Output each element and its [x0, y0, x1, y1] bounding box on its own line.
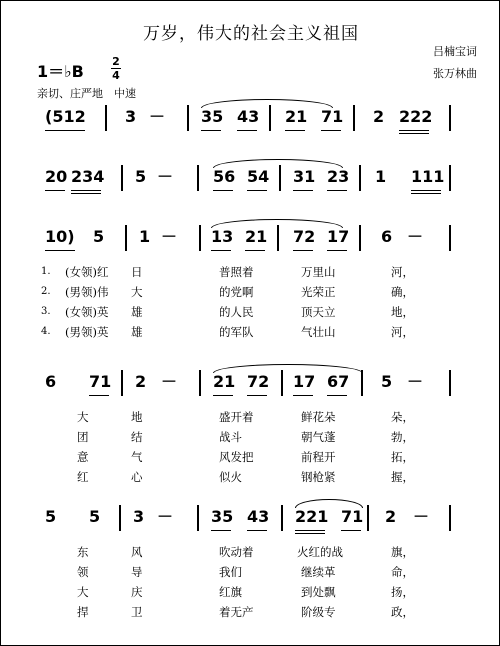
barline	[281, 505, 283, 531]
barline	[277, 225, 279, 251]
beam-line	[411, 190, 441, 191]
beam-line	[71, 190, 101, 191]
barline	[187, 105, 189, 131]
key-signature: 1＝♭B	[37, 62, 84, 81]
note-group: 17	[327, 227, 350, 246]
note-group: 43	[247, 507, 270, 526]
barline	[449, 370, 451, 396]
composer-credit: 张万林曲	[433, 67, 477, 80]
slur-mark	[295, 499, 363, 508]
lyric-text: 盛开着	[219, 410, 254, 424]
slur-mark	[213, 159, 343, 168]
note-group: 72	[293, 227, 316, 246]
lyricist-credit: 吕楠宝词	[433, 45, 477, 58]
note-group: 2	[385, 507, 397, 526]
barline	[449, 105, 451, 131]
note-group: －	[161, 227, 178, 246]
lyric-text: 政，	[391, 605, 414, 619]
note-group: 13	[211, 227, 234, 246]
beam-line	[293, 190, 313, 191]
note-group: 20	[45, 167, 68, 186]
lyric-text: 继续革	[301, 565, 336, 579]
note-group: 111	[411, 167, 445, 186]
note-group: 35	[201, 107, 224, 126]
barline	[359, 165, 361, 191]
lyric-text: (女领)红	[65, 265, 109, 279]
lyric-text: 握，	[391, 470, 414, 484]
note-group: －	[407, 227, 424, 246]
barline	[121, 370, 123, 396]
verse-number: 2.	[41, 286, 51, 297]
lyric-text: 领	[77, 565, 89, 579]
beam-line	[293, 395, 313, 396]
note-group: 21	[245, 227, 268, 246]
note-group: 5	[45, 507, 57, 526]
lyric-text: 顶天立	[301, 305, 336, 319]
meter-bottom: 4	[112, 69, 120, 82]
lyric-text: 风	[131, 545, 143, 559]
staff-line	[1, 161, 500, 201]
staff-line	[1, 501, 500, 541]
barline	[197, 165, 199, 191]
note-group: 1	[375, 167, 387, 186]
beam-line	[45, 190, 65, 191]
lyric-text: 光荣正	[301, 285, 336, 299]
note-group: 31	[293, 167, 316, 186]
lyric-text: 导	[131, 565, 143, 579]
barline	[269, 105, 271, 131]
lyric-text: 朝气蓬	[301, 430, 336, 444]
beam-line	[327, 250, 347, 251]
note-group: 222	[399, 107, 433, 126]
note-group: 3	[133, 507, 145, 526]
lyric-text: 我们	[219, 565, 242, 579]
lyric-text: 地	[131, 410, 143, 424]
barline	[449, 225, 451, 251]
barline	[353, 105, 355, 131]
note-group: 5	[89, 507, 101, 526]
note-group: －	[157, 507, 174, 526]
lyric-text: 旗，	[391, 545, 414, 559]
time-signature	[111, 56, 121, 81]
barline	[199, 225, 201, 251]
barline	[449, 505, 451, 531]
lyric-text: 心	[131, 470, 143, 484]
lyric-text: 确，	[391, 285, 414, 299]
lyric-text: 东	[77, 545, 89, 559]
slur-mark	[201, 99, 333, 108]
note-group: 5	[93, 227, 105, 246]
beam-line	[247, 190, 267, 191]
beam-line	[341, 530, 361, 531]
lyric-text: 结	[131, 430, 143, 444]
verse-number: 3.	[41, 306, 51, 317]
lyric-text: 火红的战	[297, 545, 343, 559]
note-group: 56	[213, 167, 236, 186]
lyric-text: 战斗	[219, 430, 242, 444]
verse-number: 1.	[41, 266, 51, 277]
beam-line	[211, 530, 231, 531]
barline	[197, 505, 199, 531]
beam-line	[399, 130, 429, 131]
lyric-text: 到处飘	[301, 585, 336, 599]
lyric-text: 团	[77, 430, 89, 444]
lyric-text: 红旗	[219, 585, 242, 599]
lyric-text: (男领)英	[65, 325, 109, 339]
barline	[359, 225, 361, 251]
lyric-text: 气壮山	[301, 325, 336, 339]
barline	[449, 165, 451, 191]
note-group: 1	[139, 227, 151, 246]
lyric-text: 意	[77, 450, 89, 464]
barline	[199, 370, 201, 396]
beam-line	[89, 395, 109, 396]
note-group: 23	[327, 167, 350, 186]
note-group: 21	[285, 107, 308, 126]
note-group: 72	[247, 372, 270, 391]
lyric-text: 前程开	[301, 450, 336, 464]
note-group: －	[157, 167, 174, 186]
lyric-text: 日	[131, 265, 143, 279]
note-group: 234	[71, 167, 105, 186]
lyric-text: 万里山	[301, 265, 336, 279]
note-group: (512	[45, 107, 86, 126]
note-group: 54	[247, 167, 270, 186]
beam-line	[213, 190, 233, 191]
lyric-text: (女领)英	[65, 305, 109, 319]
staff-line	[1, 221, 500, 261]
beam-line	[247, 530, 267, 531]
note-group: 221	[295, 507, 329, 526]
lyric-text: 似火	[219, 470, 242, 484]
note-group: 67	[327, 372, 350, 391]
staff-line	[1, 366, 500, 406]
beam-line	[411, 193, 441, 194]
beam-line	[45, 250, 75, 251]
barline	[367, 505, 369, 531]
beam-line	[293, 250, 313, 251]
lyric-text: 大	[77, 585, 89, 599]
tempo-marking: 亲切、庄严地 中速	[37, 87, 136, 100]
beam-line	[71, 193, 101, 194]
lyric-text: (男领)伟	[65, 285, 109, 299]
note-group: 71	[341, 507, 364, 526]
note-group: －	[149, 107, 166, 126]
lyric-text: 雄	[131, 325, 143, 339]
note-group: 6	[45, 372, 57, 391]
lyric-text: 阶级专	[301, 605, 336, 619]
note-group: 71	[89, 372, 112, 391]
lyric-text: 吹动着	[219, 545, 254, 559]
lyric-text: 河，	[391, 325, 414, 339]
lyric-text: 的军队	[219, 325, 254, 339]
meter-top: 2	[112, 55, 120, 68]
lyric-text: 大	[131, 285, 143, 299]
song-title: 万岁，伟大的社会主义祖国	[143, 24, 359, 44]
note-group: 5	[381, 372, 393, 391]
note-group: 71	[321, 107, 344, 126]
beam-line	[285, 130, 305, 131]
beam-line	[213, 395, 233, 396]
barline	[119, 505, 121, 531]
lyric-text: 命，	[391, 565, 414, 579]
note-group: 21	[213, 372, 236, 391]
lyric-text: 红	[77, 470, 89, 484]
lyric-text: 钢枪紧	[301, 470, 336, 484]
note-group: 3	[125, 107, 137, 126]
note-group: 5	[135, 167, 147, 186]
barline	[279, 165, 281, 191]
lyric-text: 朵，	[391, 410, 414, 424]
lyric-text: 着无产	[219, 605, 254, 619]
lyric-text: 风发把	[219, 450, 254, 464]
staff-line	[1, 101, 500, 141]
note-group: －	[413, 507, 430, 526]
beam-line	[245, 250, 265, 251]
note-group: －	[161, 372, 178, 391]
beam-line	[399, 133, 429, 134]
note-group: 6	[381, 227, 393, 246]
lyric-text: 河，	[391, 265, 414, 279]
beam-line	[45, 130, 85, 131]
barline	[105, 105, 107, 131]
barline	[125, 225, 127, 251]
beam-line	[321, 130, 341, 131]
beam-line	[237, 130, 257, 131]
lyric-text: 卫	[131, 605, 143, 619]
barline	[281, 370, 283, 396]
lyric-text: 雄	[131, 305, 143, 319]
beam-line	[201, 130, 221, 131]
beam-line	[295, 530, 325, 531]
note-group: －	[407, 372, 424, 391]
lyric-text: 地，	[391, 305, 414, 319]
lyric-text: 大	[77, 410, 89, 424]
lyric-text: 普照着	[219, 265, 254, 279]
lyric-text: 的人民	[219, 305, 254, 319]
barline	[361, 370, 363, 396]
note-group: 2	[373, 107, 385, 126]
beam-line	[211, 250, 231, 251]
slur-mark	[211, 219, 343, 228]
lyric-text: 勃，	[391, 430, 414, 444]
lyric-text: 扬，	[391, 585, 414, 599]
lyric-text: 拓，	[391, 450, 414, 464]
note-group: 35	[211, 507, 234, 526]
beam-line	[327, 395, 347, 396]
lyric-text: 捍	[77, 605, 89, 619]
beam-line	[327, 190, 347, 191]
verse-number: 4.	[41, 326, 51, 337]
barline	[121, 165, 123, 191]
note-group: 17	[293, 372, 316, 391]
note-group: 2	[135, 372, 147, 391]
note-group: 43	[237, 107, 260, 126]
lyric-text: 鲜花朵	[301, 410, 336, 424]
note-group: 10)	[45, 227, 75, 246]
lyric-text: 的党啊	[219, 285, 254, 299]
beam-line	[247, 395, 267, 396]
beam-line	[295, 533, 325, 534]
slur-mark	[213, 364, 363, 373]
lyric-text: 庆	[131, 585, 143, 599]
lyric-text: 气	[131, 450, 143, 464]
